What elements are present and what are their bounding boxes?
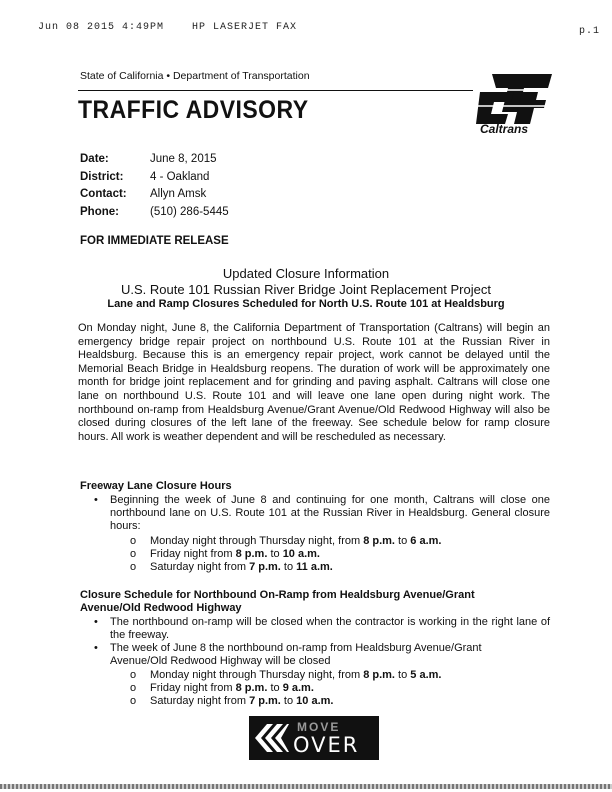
move-over-line2: OVER — [293, 733, 360, 757]
bullet-icon: • — [94, 494, 98, 506]
item-text: to — [280, 561, 297, 573]
item-time: 8 p.m. — [363, 669, 395, 681]
contact-block — [80, 153, 229, 223]
contact-label: District: — [80, 170, 124, 183]
contact-label: Contact: — [80, 188, 127, 200]
section1-heading: Freeway Lane Closure Hours — [80, 480, 232, 492]
section2-item-3 — [150, 695, 333, 707]
item-text: Friday night from — [150, 548, 236, 560]
bullet-icon: • — [94, 616, 98, 628]
section2-heading-line2: Avenue/Old Redwood Highway — [80, 602, 242, 614]
item-text: to — [267, 548, 283, 560]
headline-line2: U.S. Route 101 Russian River Bridge Joint Replacement Project — [121, 282, 491, 297]
contact-row-contact — [80, 188, 229, 206]
section2-item-2 — [150, 682, 314, 694]
fax-bottom-edge — [0, 784, 612, 789]
sub-bullet-icon: o — [130, 561, 137, 573]
headline-line1: Updated Closure Information — [222, 266, 390, 281]
item-text: Friday night from — [150, 682, 236, 694]
sub-bullet-icon: o — [130, 548, 137, 560]
caltrans-logo-text: Caltrans — [480, 122, 529, 136]
item-time: 10 a.m. — [282, 548, 320, 560]
section2-heading-line1: Closure Schedule for Northbound On-Ramp from Healdsburg Avenue/Grant — [80, 589, 475, 601]
contact-label: Date: — [80, 153, 109, 165]
item-time: 6 a.m. — [410, 535, 442, 547]
sub-bullet-icon: o — [130, 682, 137, 694]
contact-label: Phone: — [80, 205, 119, 218]
contact-value: 4 - Oakland — [150, 170, 210, 183]
item-text: Saturday night from — [150, 695, 250, 707]
item-time: 8 p.m. — [235, 548, 268, 560]
contact-row-date — [80, 153, 229, 171]
sub-bullet-icon: o — [130, 669, 137, 681]
item-time: 5 a.m. — [410, 669, 442, 681]
chevron-arrows-icon — [253, 722, 289, 754]
section2-bullet2: The week of June 8 the northbound on-ramp from Healdsburg Avenue/Grant Avenue/Old Redwood Highway will be closed — [110, 642, 482, 667]
sub-bullet-icon: o — [130, 695, 137, 707]
fax-page-number: p.1 — [578, 26, 600, 37]
agency-line: State of California • Department of Transportation — [80, 70, 310, 82]
contact-value: Allyn Amsk — [150, 188, 207, 200]
item-text: Monday night through Thursday night, from — [150, 669, 364, 681]
move-over-logo — [249, 716, 379, 760]
body-paragraph: On Monday night, June 8, the California Department of Transportation (Caltrans) will begin an emergency bridge repair project on northbound U.S. Route 101 at the Russian River in Healdsburg. Because this is an emergency repair project, work cannot be delayed until the Memorial Beach Bridge in Healdsburg reopens. The duration of work will be approximately one month for bridge joint replacement and for grinding and paving asphalt. Caltrans will close one lane on northbound U.S. Route 101 and will leave one lane open during night work. The northbound on-ramp from Healdsburg Avenue/Grant Avenue/Old Redwood Highway will also be closed during closures of the left lane of the freeway. See schedule below for ramp closure hours. All work is weather dependent and will be rescheduled as necessary. — [78, 322, 550, 443]
item-text: Monday night through Thursday night, from — [150, 535, 364, 547]
move-over-line1: MOVE — [297, 720, 341, 734]
item-time: 8 p.m. — [235, 682, 268, 694]
section1-bullet: Beginning the week of June 8 and continuing for one month, Caltrans will close one northbound lane on U.S. Route 101 at the Russian River in Healdsburg. General closure hours: — [110, 494, 550, 532]
section2-item-1 — [150, 669, 441, 681]
header-rule — [78, 90, 473, 91]
contact-row-phone — [80, 206, 229, 224]
item-text: to — [395, 669, 411, 681]
page-title: TRAFFIC ADVISORY — [78, 96, 309, 124]
item-text: to — [267, 682, 283, 694]
section1-item-2 — [150, 548, 320, 560]
item-text: to — [395, 535, 411, 547]
fax-header — [38, 22, 600, 37]
item-time: 7 p.m. — [249, 561, 281, 573]
contact-value: June 8, 2015 — [150, 153, 217, 165]
contact-row-district — [80, 171, 229, 189]
item-time: 8 p.m. — [363, 535, 395, 547]
headline-line3: Lane and Ramp Closures Scheduled for North U.S. Route 101 at Healdsburg — [107, 298, 505, 310]
contact-value: (510) 286-5445 — [150, 205, 229, 218]
section1-item-3 — [150, 561, 333, 573]
item-time: 11 a.m. — [296, 561, 333, 573]
item-time: 9 a.m. — [282, 682, 314, 694]
section2-bullet1: The northbound on-ramp will be closed when the contractor is working in the right lane of the freeway. — [110, 616, 550, 641]
item-time: 10 a.m. — [296, 695, 334, 707]
sub-bullet-icon: o — [130, 535, 137, 547]
release-notice: FOR IMMEDIATE RELEASE — [80, 235, 229, 247]
item-time: 7 p.m. — [249, 695, 281, 707]
section1-item-1 — [150, 535, 441, 547]
item-text: Saturday night from — [150, 561, 250, 573]
bullet-icon: • — [94, 642, 98, 654]
fax-header-text: Jun 08 2015 4:49PM HP LASERJET FAX — [38, 22, 298, 33]
item-text: to — [280, 695, 297, 707]
